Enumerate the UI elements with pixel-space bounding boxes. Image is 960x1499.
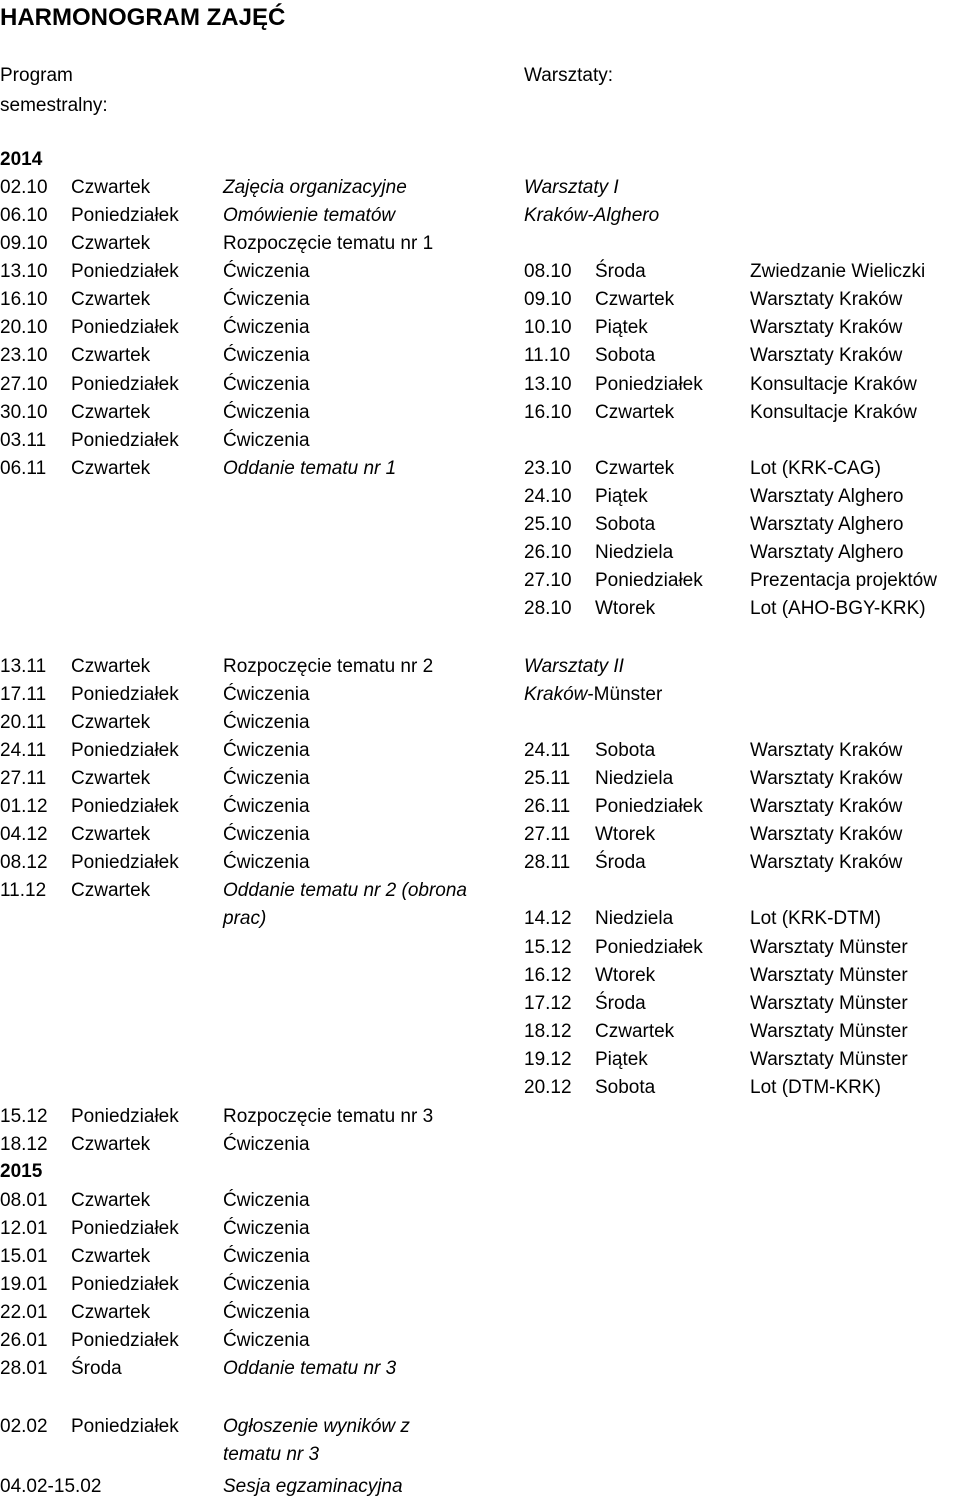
workshop-day: Środa [595,993,646,1014]
workshop-date: 19.12 [524,1049,572,1070]
schedule-day: Czwartek [71,458,151,479]
schedule-date: 04.12 [0,824,48,845]
schedule-day: Poniedziałek [71,374,179,395]
workshop-day: Wtorek [595,824,656,845]
workshop-day: Sobota [595,740,656,761]
schedule-activity: Rozpoczęcie tematu nr 1 [223,233,434,254]
schedule-date: 13.11 [0,656,47,677]
schedule-date: 08.12 [0,852,48,873]
schedule-activity: Omówienie tematów [223,205,396,226]
schedule-date: 20.11 [0,712,47,733]
workshop-date: 25.11 [524,768,571,789]
schedule-day: Czwartek [71,233,151,254]
schedule-day: Czwartek [71,1190,151,1211]
program-label: Program [0,65,73,86]
workshop-activity: Lot (KRK-DTM) [750,908,881,929]
workshop-date: 15.12 [524,937,572,958]
schedule-day: Poniedziałek [71,852,179,873]
schedule-day: Poniedziałek [71,430,179,451]
schedule-activity: Ćwiczenia [223,374,310,395]
schedule-date: 06.10 [0,205,48,226]
workshop-date: 08.10 [524,261,572,282]
workshop-activity: Warsztaty Alghero [750,514,904,535]
workshop-activity: Warsztaty Kraków [750,796,903,817]
workshop-day: Piątek [595,1049,648,1070]
schedule-date: 15.12 [0,1106,48,1127]
schedule-activity: Ćwiczenia [223,1274,310,1295]
schedule-activity-cont: tematu nr 3 [223,1444,320,1465]
schedule-date: 12.01 [0,1218,48,1239]
workshop-day: Środa [595,852,646,873]
schedule-activity: Ćwiczenia [223,852,310,873]
schedule-day: Poniedziałek [71,1274,179,1295]
workshop1-route: Kraków-Alghero [524,205,660,226]
workshop-activity: Warsztaty Kraków [750,289,903,310]
workshop2-route [524,684,662,706]
workshop-day: Sobota [595,345,656,366]
workshop-activity: Warsztaty Kraków [750,345,903,366]
workshop-date: 17.12 [524,993,572,1014]
workshop-day: Piątek [595,317,648,338]
workshop-date: 26.11 [524,796,571,817]
workshop2-route-to: -Münster [587,684,663,705]
schedule-activity: Ćwiczenia [223,768,310,789]
year-2015: 2015 [0,1161,43,1182]
schedule-day: Czwartek [71,824,151,845]
workshop-activity: Warsztaty Kraków [750,317,903,338]
schedule-day: Poniedziałek [71,205,179,226]
workshop-day: Czwartek [595,289,675,310]
workshop-day: Niedziela [595,542,674,563]
workshop-date: 27.10 [524,570,572,591]
workshop-date: 10.10 [524,317,572,338]
schedule-day: Środa [71,1358,122,1379]
workshop-date: 27.11 [524,824,571,845]
schedule-activity: Ćwiczenia [223,684,310,705]
schedule-activity: Ćwiczenia [223,796,310,817]
workshop-date: 16.12 [524,965,572,986]
schedule-day: Czwartek [71,1302,151,1323]
workshop-activity: Konsultacje Kraków [750,402,917,423]
schedule-activity: Ogłoszenie wyników z [223,1416,410,1437]
workshop-date: 26.10 [524,542,572,563]
schedule-date: 17.11 [0,684,47,705]
workshop-date: 28.10 [524,598,572,619]
schedule-date: 13.10 [0,261,48,282]
workshop-activity: Warsztaty Münster [750,1021,908,1042]
schedule-day: Czwartek [71,880,151,901]
schedule-day: Poniedziałek [71,261,179,282]
schedule-date: 24.11 [0,740,47,761]
schedule-day: Czwartek [71,1246,151,1267]
workshop-activity: Warsztaty Münster [750,993,908,1014]
workshop-date: 14.12 [524,908,572,929]
schedule-day: Poniedziałek [71,740,179,761]
workshop-date: 24.10 [524,486,572,507]
workshop-date: 25.10 [524,514,572,535]
schedule-date: 26.01 [0,1330,48,1351]
schedule-date: 02.10 [0,177,48,198]
workshop-day: Wtorek [595,598,656,619]
workshops-label: Warsztaty: [524,65,614,86]
schedule-date: 15.01 [0,1246,48,1267]
schedule-date: 16.10 [0,289,48,310]
schedule-activity: Ćwiczenia [223,345,310,366]
schedule-day: Poniedziałek [71,1218,179,1239]
schedule-date: 23.10 [0,345,48,366]
schedule-activity-cont: prac) [223,908,267,929]
schedule-day: Czwartek [71,177,151,198]
page-title: HARMONOGRAM ZAJĘĆ [0,4,286,31]
workshop-date: 24.11 [524,740,571,761]
schedule-activity: Ćwiczenia [223,1134,310,1155]
workshop-day: Czwartek [595,458,675,479]
workshop1-name: Warsztaty I [524,177,619,198]
workshop-date: 20.12 [524,1077,572,1098]
schedule-activity: Ćwiczenia [223,289,310,310]
schedule-date: 18.12 [0,1134,48,1155]
workshop-date: 28.11 [524,852,571,873]
workshop-day: Sobota [595,1077,656,1098]
schedule-date: 27.11 [0,768,47,789]
schedule-activity: Rozpoczęcie tematu nr 3 [223,1106,434,1127]
schedule-activity: Ćwiczenia [223,824,310,845]
schedule-day: Czwartek [71,712,151,733]
schedule-date: 09.10 [0,233,48,254]
workshop-day: Sobota [595,514,656,535]
workshop-date: 09.10 [524,289,572,310]
schedule-activity: Ćwiczenia [223,712,310,733]
workshop-activity: Lot (DTM-KRK) [750,1077,881,1098]
workshop-activity: Warsztaty Kraków [750,740,903,761]
workshop-activity: Warsztaty Münster [750,937,908,958]
schedule-activity: Ćwiczenia [223,1190,310,1211]
workshop-day: Wtorek [595,965,656,986]
schedule-activity: Ćwiczenia [223,740,310,761]
workshop-activity: Warsztaty Kraków [750,824,903,845]
workshop-day: Poniedziałek [595,570,703,591]
workshop-activity: Zwiedzanie Wieliczki [750,261,926,282]
schedule-date: 30.10 [0,402,48,423]
schedule-day: Czwartek [71,345,151,366]
program-label-cont: semestralny: [0,95,108,116]
workshop-day: Niedziela [595,768,674,789]
schedule-activity: Oddanie tematu nr 3 [223,1358,397,1379]
schedule-date: 08.01 [0,1190,48,1211]
schedule-date: 20.10 [0,317,48,338]
workshop-activity: Warsztaty Münster [750,965,908,986]
workshop2-route-from: Kraków [524,684,588,705]
workshop-day: Poniedziałek [595,937,703,958]
workshop-date: 13.10 [524,374,572,395]
workshop-activity: Warsztaty Kraków [750,852,903,873]
year-2014: 2014 [0,149,43,170]
schedule-activity: Ćwiczenia [223,1302,310,1323]
workshop-date: 18.12 [524,1021,572,1042]
workshop-date: 23.10 [524,458,572,479]
schedule-date: 22.01 [0,1302,48,1323]
schedule-activity: Ćwiczenia [223,317,310,338]
schedule-date: 27.10 [0,374,48,395]
schedule-day: Poniedziałek [71,1416,179,1437]
workshop-activity: Warsztaty Alghero [750,486,904,507]
schedule-day: Poniedziałek [71,317,179,338]
workshop-day: Poniedziałek [595,374,703,395]
workshop-activity: Konsultacje Kraków [750,374,917,395]
workshop-day: Środa [595,261,646,282]
schedule-activity: Rozpoczęcie tematu nr 2 [223,656,434,677]
workshop-day: Piątek [595,486,648,507]
schedule-day: Czwartek [71,1134,151,1155]
schedule-activity: Ćwiczenia [223,1218,310,1239]
workshop2-name: Warsztaty II [524,656,624,677]
schedule-date: 04.02-15.02 [0,1476,102,1497]
schedule-activity: Oddanie tematu nr 1 [223,458,397,479]
workshop-activity: Lot (AHO-BGY-KRK) [750,598,926,619]
schedule-date: 28.01 [0,1358,48,1379]
workshop-day: Czwartek [595,1021,675,1042]
schedule-date: 11.12 [0,880,47,901]
schedule-activity: Oddanie tematu nr 2 (obrona [223,880,467,901]
workshop-activity: Prezentacja projektów [750,570,937,591]
workshop-activity: Warsztaty Kraków [750,768,903,789]
schedule-date: 06.11 [0,458,47,479]
schedule-day: Poniedziałek [71,684,179,705]
workshop-activity: Lot (KRK-CAG) [750,458,881,479]
schedule-activity: Ćwiczenia [223,1330,310,1351]
schedule-day: Czwartek [71,289,151,310]
schedule-day: Poniedziałek [71,1330,179,1351]
schedule-day: Poniedziałek [71,1106,179,1127]
workshop-activity: Warsztaty Alghero [750,542,904,563]
schedule-date: 02.02 [0,1416,48,1437]
workshop-day: Czwartek [595,402,675,423]
schedule-day: Czwartek [71,402,151,423]
schedule-day: Czwartek [71,656,151,677]
schedule-activity: Ćwiczenia [223,1246,310,1267]
schedule-day: Czwartek [71,768,151,789]
workshop-date: 11.10 [524,345,571,366]
schedule-date: 03.11 [0,430,47,451]
schedule-activity: Ćwiczenia [223,261,310,282]
schedule-day: Poniedziałek [71,796,179,817]
workshop-activity: Warsztaty Münster [750,1049,908,1070]
schedule-date: 19.01 [0,1274,48,1295]
schedule-activity: Ćwiczenia [223,402,310,423]
schedule-activity: Sesja egzaminacyjna [223,1476,403,1497]
schedule-activity: Zajęcia organizacyjne [223,177,407,198]
workshop-date: 16.10 [524,402,572,423]
workshop-day: Niedziela [595,908,674,929]
schedule-activity: Ćwiczenia [223,430,310,451]
workshop-day: Poniedziałek [595,796,703,817]
schedule-date: 01.12 [0,796,48,817]
